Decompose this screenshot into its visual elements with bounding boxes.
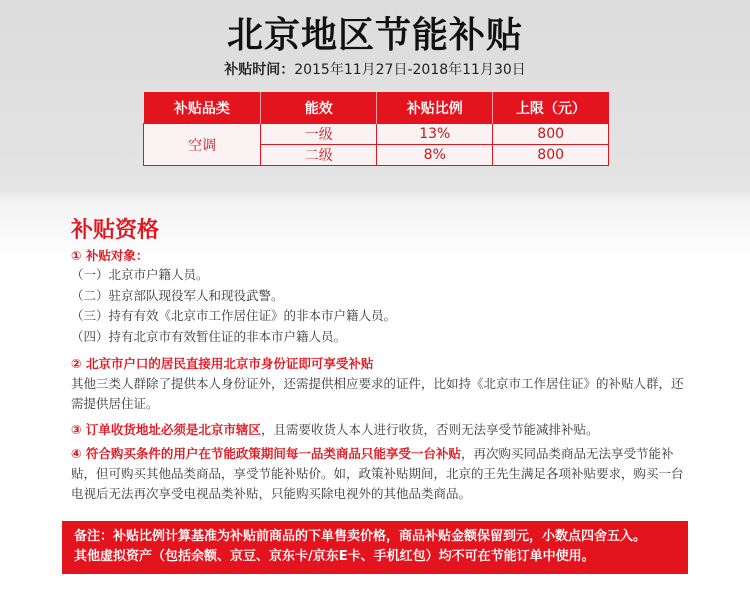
- header-ratio: 补贴比例: [377, 92, 493, 124]
- item4-text: ，再次购买同品类商品无法享受节能补贴，但可购买其他品类商品，享受节能补贴价。如，政策补贴期间，北京的王先生满足各项补贴要求，购买一台电视后无法再次享受电视品类补贴，只能购买除电视外的其他品类商品。: [71, 446, 684, 501]
- item4-paragraph: [71, 444, 693, 504]
- cell-level: 一级: [261, 124, 377, 145]
- item4-heading: ④ 符合购买条件的用户在节能政策期间每一品类商品只能享受一台补贴: [71, 446, 461, 461]
- item2-heading: ② 北京市户口的居民直接用北京市身份证即可享受补贴: [71, 356, 374, 371]
- item3-heading: ③ 订单收货地址必须是北京市辖区: [71, 422, 261, 437]
- note-label: 备注：: [74, 529, 114, 544]
- item1-line: （二）驻京部队现役军人和现役武警。: [71, 288, 284, 303]
- item1-heading: ① 补贴对象：: [71, 248, 149, 263]
- table-row: [144, 124, 609, 145]
- item1-line: （一）北京市户籍人员。: [71, 267, 209, 282]
- header-cap: 上限（元）: [493, 92, 609, 124]
- section-title: 补贴资格: [71, 218, 160, 243]
- item3-paragraph: [71, 420, 693, 440]
- note-line-1: [74, 527, 676, 547]
- item2-text: 其他三类人群除了提供本人身份证外，还需提供相应要求的证件，比如持《北京市工作居住证》的补贴人群，还需提供居住证。: [71, 376, 684, 411]
- cell-ratio: 13%: [377, 124, 493, 145]
- period-value: 2015年11月27日-2018年11月30日: [294, 62, 526, 78]
- item3-text: ，且需要收货人本人进行收货，否则无法享受节能减排补贴。: [260, 422, 599, 437]
- header-efficiency: 能效: [261, 92, 377, 124]
- cell-cap: 800: [493, 145, 609, 166]
- table-header-row: [144, 92, 609, 124]
- page-title: 北京地区节能补贴: [226, 15, 523, 56]
- cell-ratio: 8%: [377, 145, 493, 166]
- note-box: [62, 521, 688, 574]
- cell-level: 二级: [261, 145, 377, 166]
- item1-line: （四）持有北京市有效暂住证的非本市户籍人员。: [71, 329, 347, 344]
- header-category: 补贴品类: [144, 92, 261, 124]
- item1-line: （三）持有有效《北京市工作居住证》的非本市户籍人员。: [71, 308, 397, 323]
- note-line-2: 其他虚拟资产（包括余额、京豆、京东卡/京东E卡、手机红包）均不可在节能订单中使用。: [74, 549, 595, 564]
- subsidy-table: [143, 92, 609, 166]
- cell-category: 空调: [144, 124, 261, 166]
- cell-cap: 800: [493, 124, 609, 145]
- note-text-1: 补贴比例计算基准为补贴前商品的下单售卖价格，商品补贴金额保留到元，小数点四舍五入。: [113, 529, 647, 544]
- period-label: 补贴时间：: [224, 62, 295, 78]
- subsidy-period: [0, 60, 750, 80]
